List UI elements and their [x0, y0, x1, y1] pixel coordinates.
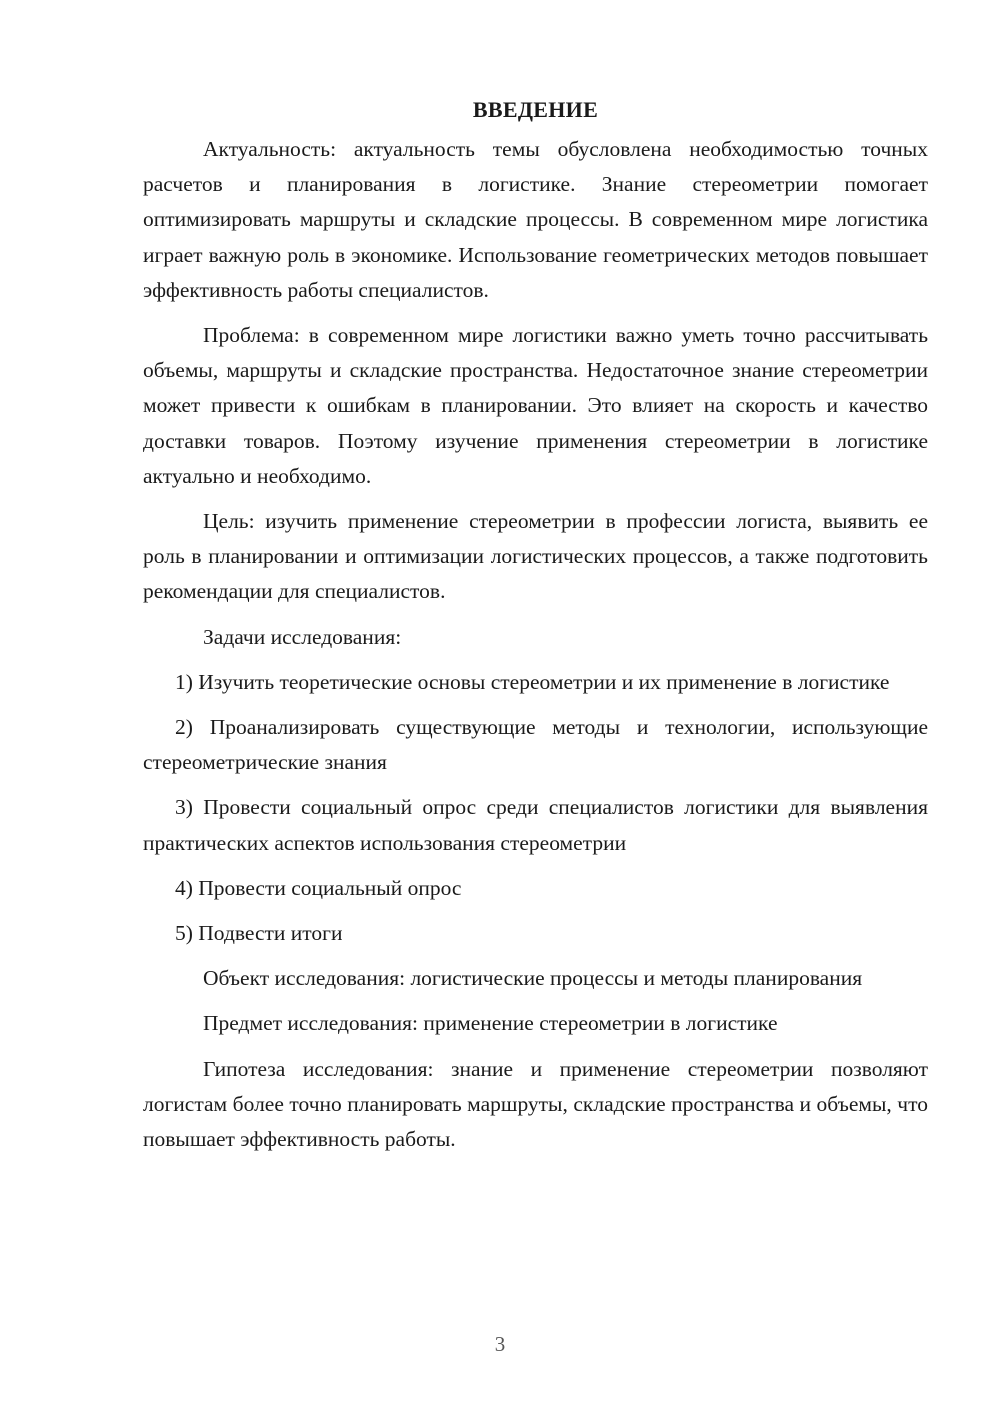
- task-item: 5) Подвести итоги: [175, 921, 343, 946]
- task-item: 2) Проанализировать существующие методы и технологии, использующие стереометрические знания: [143, 715, 928, 775]
- problem-paragraph: Проблема: в современном мире логистики важно уметь точно рассчитывать объемы, маршруты и складские пространства. Недостаточное знание стереометрии может привести к ошибкам в планировании. Это влияет на скорость и качество доставки товаров. Поэтому изучение применения стереометрии в логистике актуально и необходимо.: [143, 323, 928, 488]
- task-item: 3) Провести социальный опрос среди специалистов логистики для выявления практических аспектов использования стереометрии: [143, 795, 928, 855]
- section-title: ВВЕДЕНИЕ: [472, 97, 599, 122]
- object-paragraph: Объект исследования: логистические процессы и методы планирования: [203, 966, 863, 991]
- relevance-paragraph: Актуальность: актуальность темы обусловлена необходимостью точных расчетов и планирования в логистике. Знание стереометрии помогает оптимизировать маршруты и складские процессы. В современном мире логистика играет важную роль в экономике. Использование геометрических методов повышает эффективность работы специалистов.: [143, 137, 928, 302]
- subject-paragraph: Предмет исследования: применение стереометрии в логистике: [203, 1011, 778, 1036]
- goal-paragraph: Цель: изучить применение стереометрии в профессии логиста, выявить ее роль в планировании и оптимизации логистических процессов, а также подготовить рекомендации для специалистов.: [143, 509, 928, 604]
- tasks-heading: Задачи исследования:: [203, 624, 402, 649]
- hypothesis-paragraph: Гипотеза исследования: знание и применение стереометрии позволяют логистам более точно планировать маршруты, складские пространства и объемы, что повышает эффективность работы.: [143, 1056, 928, 1152]
- task-item: 4) Провести социальный опрос: [175, 875, 462, 900]
- task-item: 1) Изучить теоретические основы стереометрии и их применение в логистике: [175, 669, 890, 694]
- page-number: 3: [494, 1332, 506, 1356]
- document-page: [143, 92, 928, 1167]
